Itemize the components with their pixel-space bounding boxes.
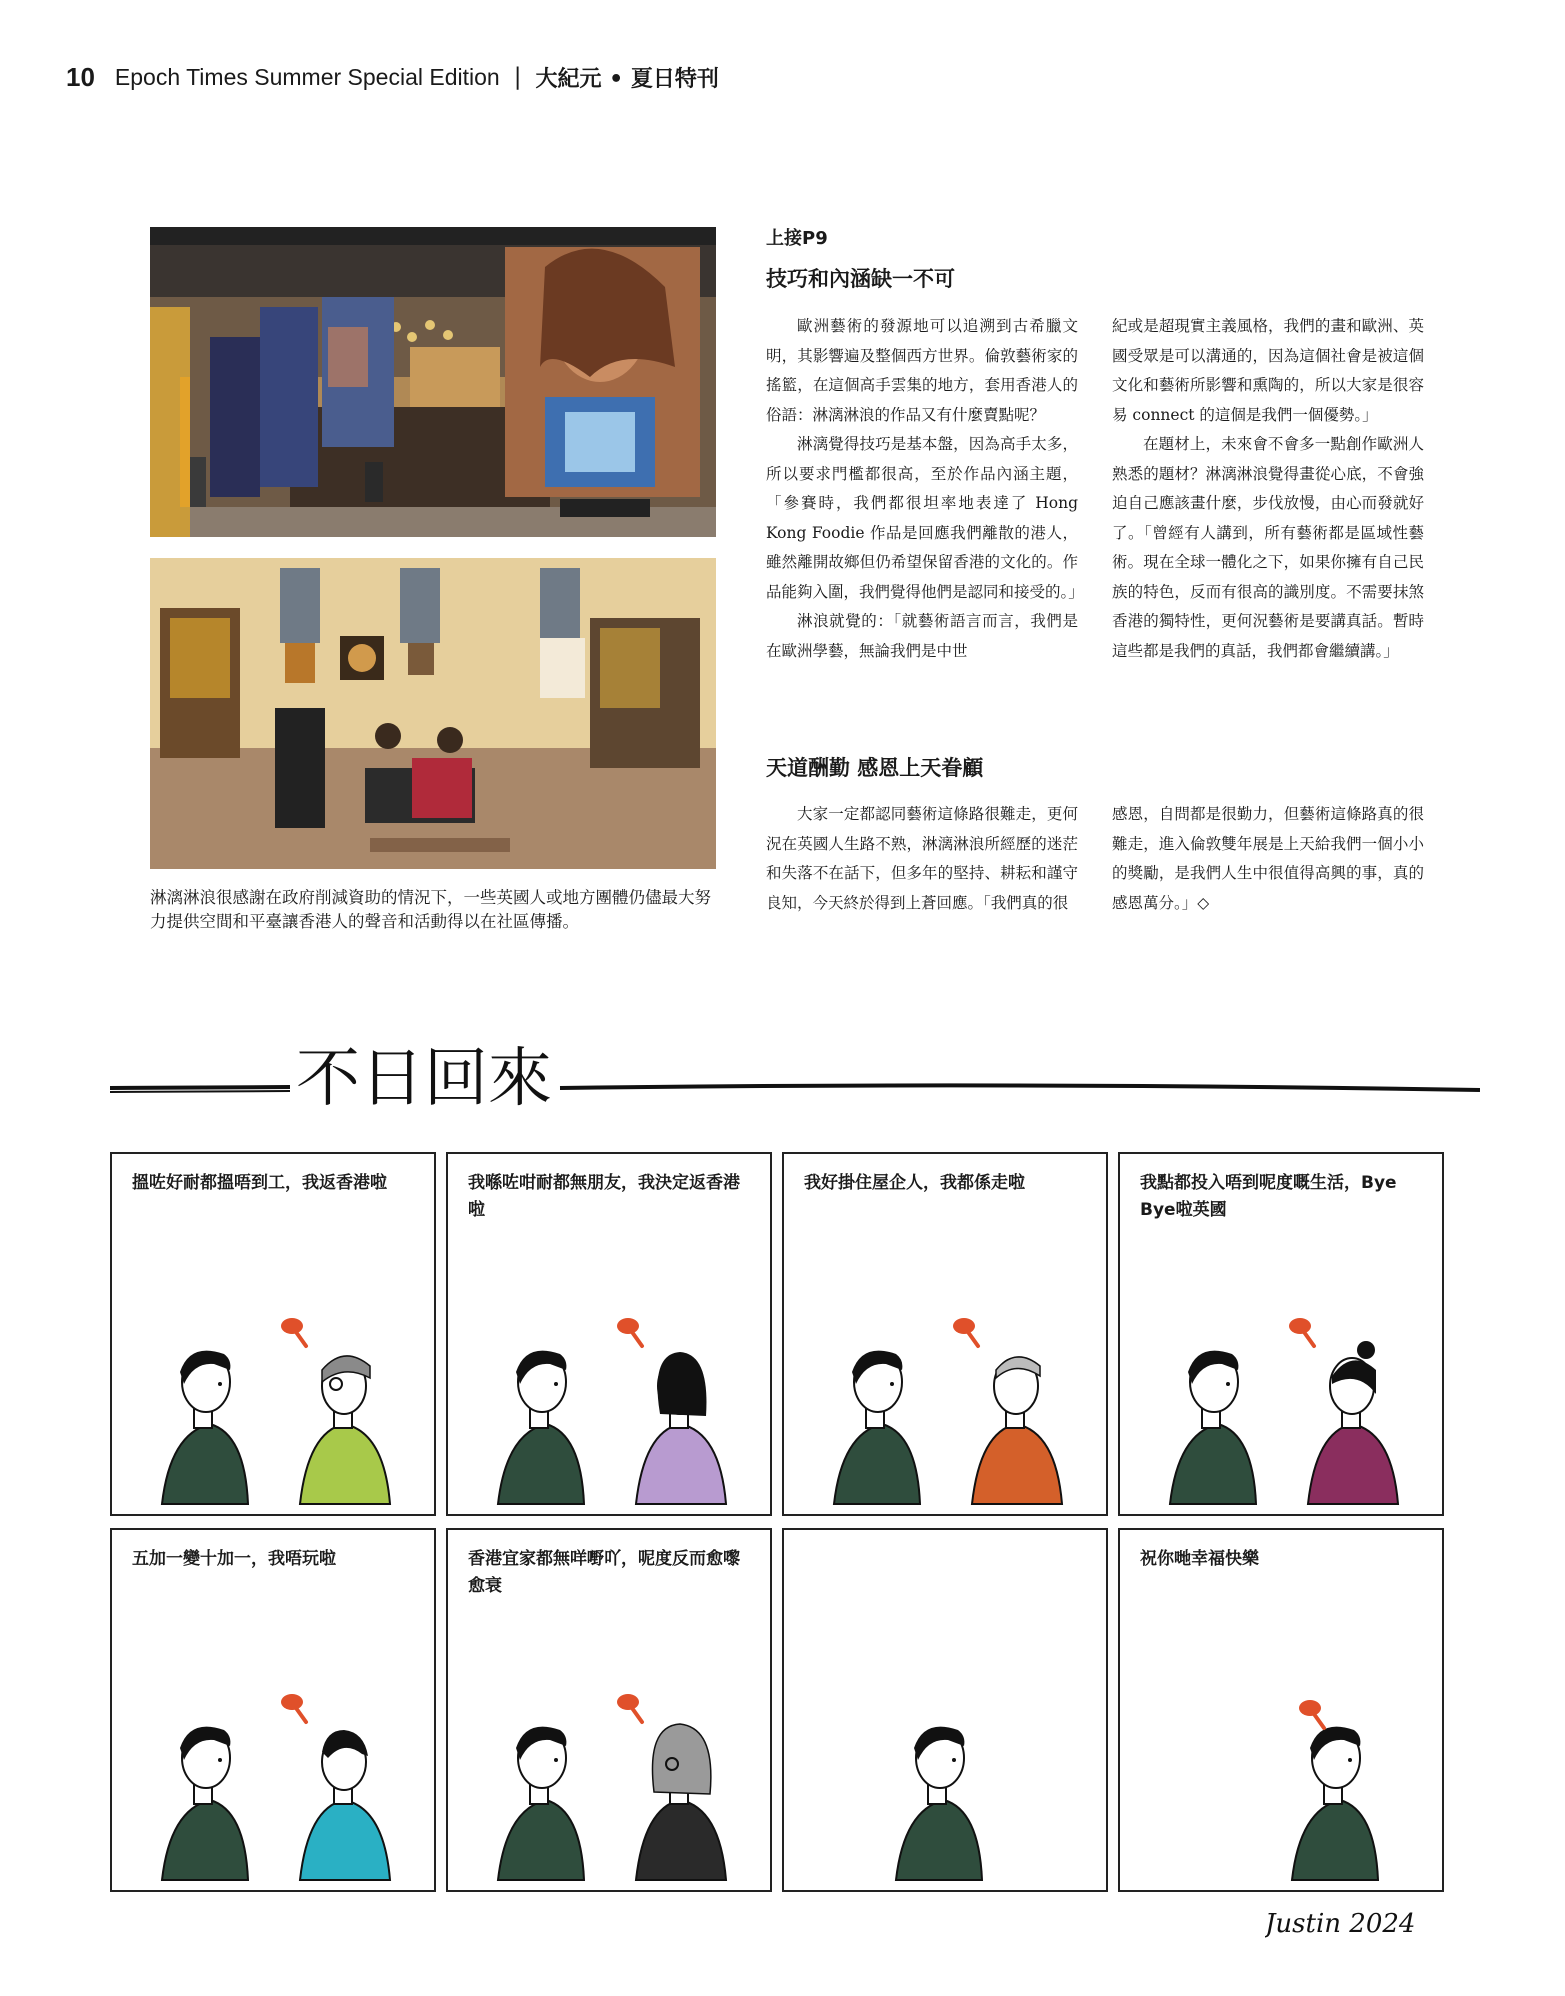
panel-dialogue: 祝你哋幸福快樂 <box>1140 1549 1259 1569</box>
main-character <box>498 1727 584 1880</box>
other-character-glasses-man <box>300 1356 390 1504</box>
speech-balloon-icon <box>1299 1700 1324 1728</box>
article-column <box>766 312 1084 666</box>
signature-text: Justin 2024 <box>1265 1909 1416 1939</box>
exhibition-hall-photo <box>150 227 716 537</box>
comic-panel <box>110 1528 436 1892</box>
panel-illustration <box>448 1680 772 1890</box>
artist-signature <box>1265 1896 1465 1946</box>
comic-panel <box>1118 1152 1444 1516</box>
continued-from-label: 上接P9 <box>766 228 828 249</box>
comic-panel <box>1118 1528 1444 1892</box>
other-character-long-hair-woman <box>636 1352 726 1504</box>
publication-name: Epoch Times Summer Special Edition <box>114 63 500 90</box>
panel-illustration <box>112 1304 436 1514</box>
article-paragraph: 大家一定都認同藝術這條路很難走，更何況在英國人生路不熟，淋漓淋浪所經歷的迷茫和失落不在話下，但多年的堅持、耕耘和謹守良知，今天終於得到上蒼回應。「我們真的很 <box>766 805 1078 912</box>
comic-title-text: 不日回來 <box>296 1042 552 1116</box>
main-character <box>1292 1727 1378 1880</box>
article-column <box>1112 312 1424 666</box>
speech-balloon-icon <box>281 1318 306 1346</box>
photo-caption: 淋漓淋浪很感謝在政府削減資助的情況下，一些英國人或地方團體仍儘最大努力提供空間和平臺讓香港人的聲音和活動得以在社區傳播。 <box>150 888 711 931</box>
comic-panel <box>446 1528 772 1892</box>
speech-balloon-icon <box>1289 1318 1314 1346</box>
main-character <box>1170 1351 1256 1504</box>
panel-illustration <box>112 1680 436 1890</box>
panel-dialogue: 我喺咗咁耐都無朋友，我決定返香港啦 <box>468 1173 740 1220</box>
main-character <box>162 1351 248 1504</box>
article-column <box>766 800 1078 918</box>
speech-balloon-icon <box>617 1318 642 1346</box>
panel-illustration <box>1120 1680 1444 1890</box>
main-character <box>162 1727 248 1880</box>
publication-name-zh: 大紀元 • 夏日特刊 <box>535 66 719 92</box>
article-paragraph: 淋浪就覺的：「就藝術語言而言，我們是在歐洲學藝，無論我們是中世 <box>766 612 1078 660</box>
panel-dialogue: 五加一變十加一，我唔玩啦 <box>132 1549 336 1569</box>
main-character <box>498 1351 584 1504</box>
header-separator: | <box>513 64 522 90</box>
comic-panel <box>446 1152 772 1516</box>
speech-balloon-icon <box>617 1694 642 1722</box>
other-character-grey-curly-woman <box>636 1724 726 1880</box>
section-heading: 技巧和內涵缺一不可 <box>766 267 955 291</box>
panel-illustration <box>448 1304 772 1514</box>
page-header <box>66 60 719 94</box>
comic-panel <box>782 1152 1108 1516</box>
section-heading: 天道酬勤 感恩上天眷顧 <box>766 756 984 780</box>
other-character-bald-man <box>300 1730 390 1880</box>
main-character <box>896 1727 982 1880</box>
main-character <box>834 1351 920 1504</box>
gallery-room-photo <box>150 558 716 869</box>
article-paragraph: 感恩，自問都是很勤力，但藝術這條路真的很難走，進入倫敦雙年展是上天給我們一個小小的獎勵，是我們人生中很值得高興的事，真的感恩萬分。」◇ <box>1112 805 1424 912</box>
article-paragraph: 歐洲藝術的發源地可以追溯到古希臘文明，其影響遍及整個西方世界。倫敦藝術家的搖籃，在這個高手雲集的地方，套用香港人的俗語：淋漓淋浪的作品又有什麼賣點呢？ <box>766 317 1078 424</box>
article-paragraph: 紀或是超現實主義風格，我們的畫和歐洲、英國受眾是可以溝通的，因為這個社會是被這個文化和藝術所影響和熏陶的，所以大家是很容易 connect 的這個是我們一個優勢。」 <box>1112 317 1424 424</box>
panel-dialogue: 我點都投入唔到呢度嘅生活，Bye Bye啦英國 <box>1140 1173 1397 1220</box>
article-paragraph: 在題材上，未來會不會多一點創作歐洲人熟悉的題材？淋漓淋浪覺得畫從心底，不會強迫自己應該畫什麼，步伐放慢，由心而發就好了。「曾經有人講到，所有藝術都是區域性藝術。現在全球一體化之下，如果你擁有自己民族的特色，反而有很高的識別度。不需要抹煞香港的獨特性，更何況藝術是要講真話。暫時這些都是我們的真話，我們都會繼續講。」 <box>1112 435 1424 660</box>
panel-dialogue: 搵咗好耐都搵唔到工，我返香港啦 <box>132 1173 387 1193</box>
panel-illustration <box>784 1680 1108 1890</box>
article-column <box>1112 800 1424 918</box>
comic-panel <box>782 1528 1108 1892</box>
panel-illustration <box>1120 1304 1444 1514</box>
article-paragraph: 淋漓覺得技巧是基本盤，因為高手太多，所以要求門檻都很高，至於作品內涵主題，「參賽時，我們都很坦率地表達了 Hong Kong Foodie 作品是回應我們離散的港人，雖然離開故鄉但仍希望保留香港的文化的。作品能夠入圍，我們覺得他們是認同和接受的。」 <box>766 435 1084 601</box>
comic-title <box>110 1030 1480 1130</box>
panel-illustration <box>784 1304 1108 1514</box>
other-character-grey-hair-man <box>972 1357 1062 1504</box>
page-number: 10 <box>66 61 95 92</box>
speech-balloon-icon <box>281 1694 306 1722</box>
comic-panel <box>110 1152 436 1516</box>
panel-dialogue: 我好掛住屋企人，我都係走啦 <box>804 1173 1025 1193</box>
other-character-bun-woman <box>1308 1341 1398 1504</box>
speech-balloon-icon <box>953 1318 978 1346</box>
panel-dialogue: 香港宜家都無咩嘢吖，呢度反而愈嚟愈衰 <box>468 1549 740 1596</box>
